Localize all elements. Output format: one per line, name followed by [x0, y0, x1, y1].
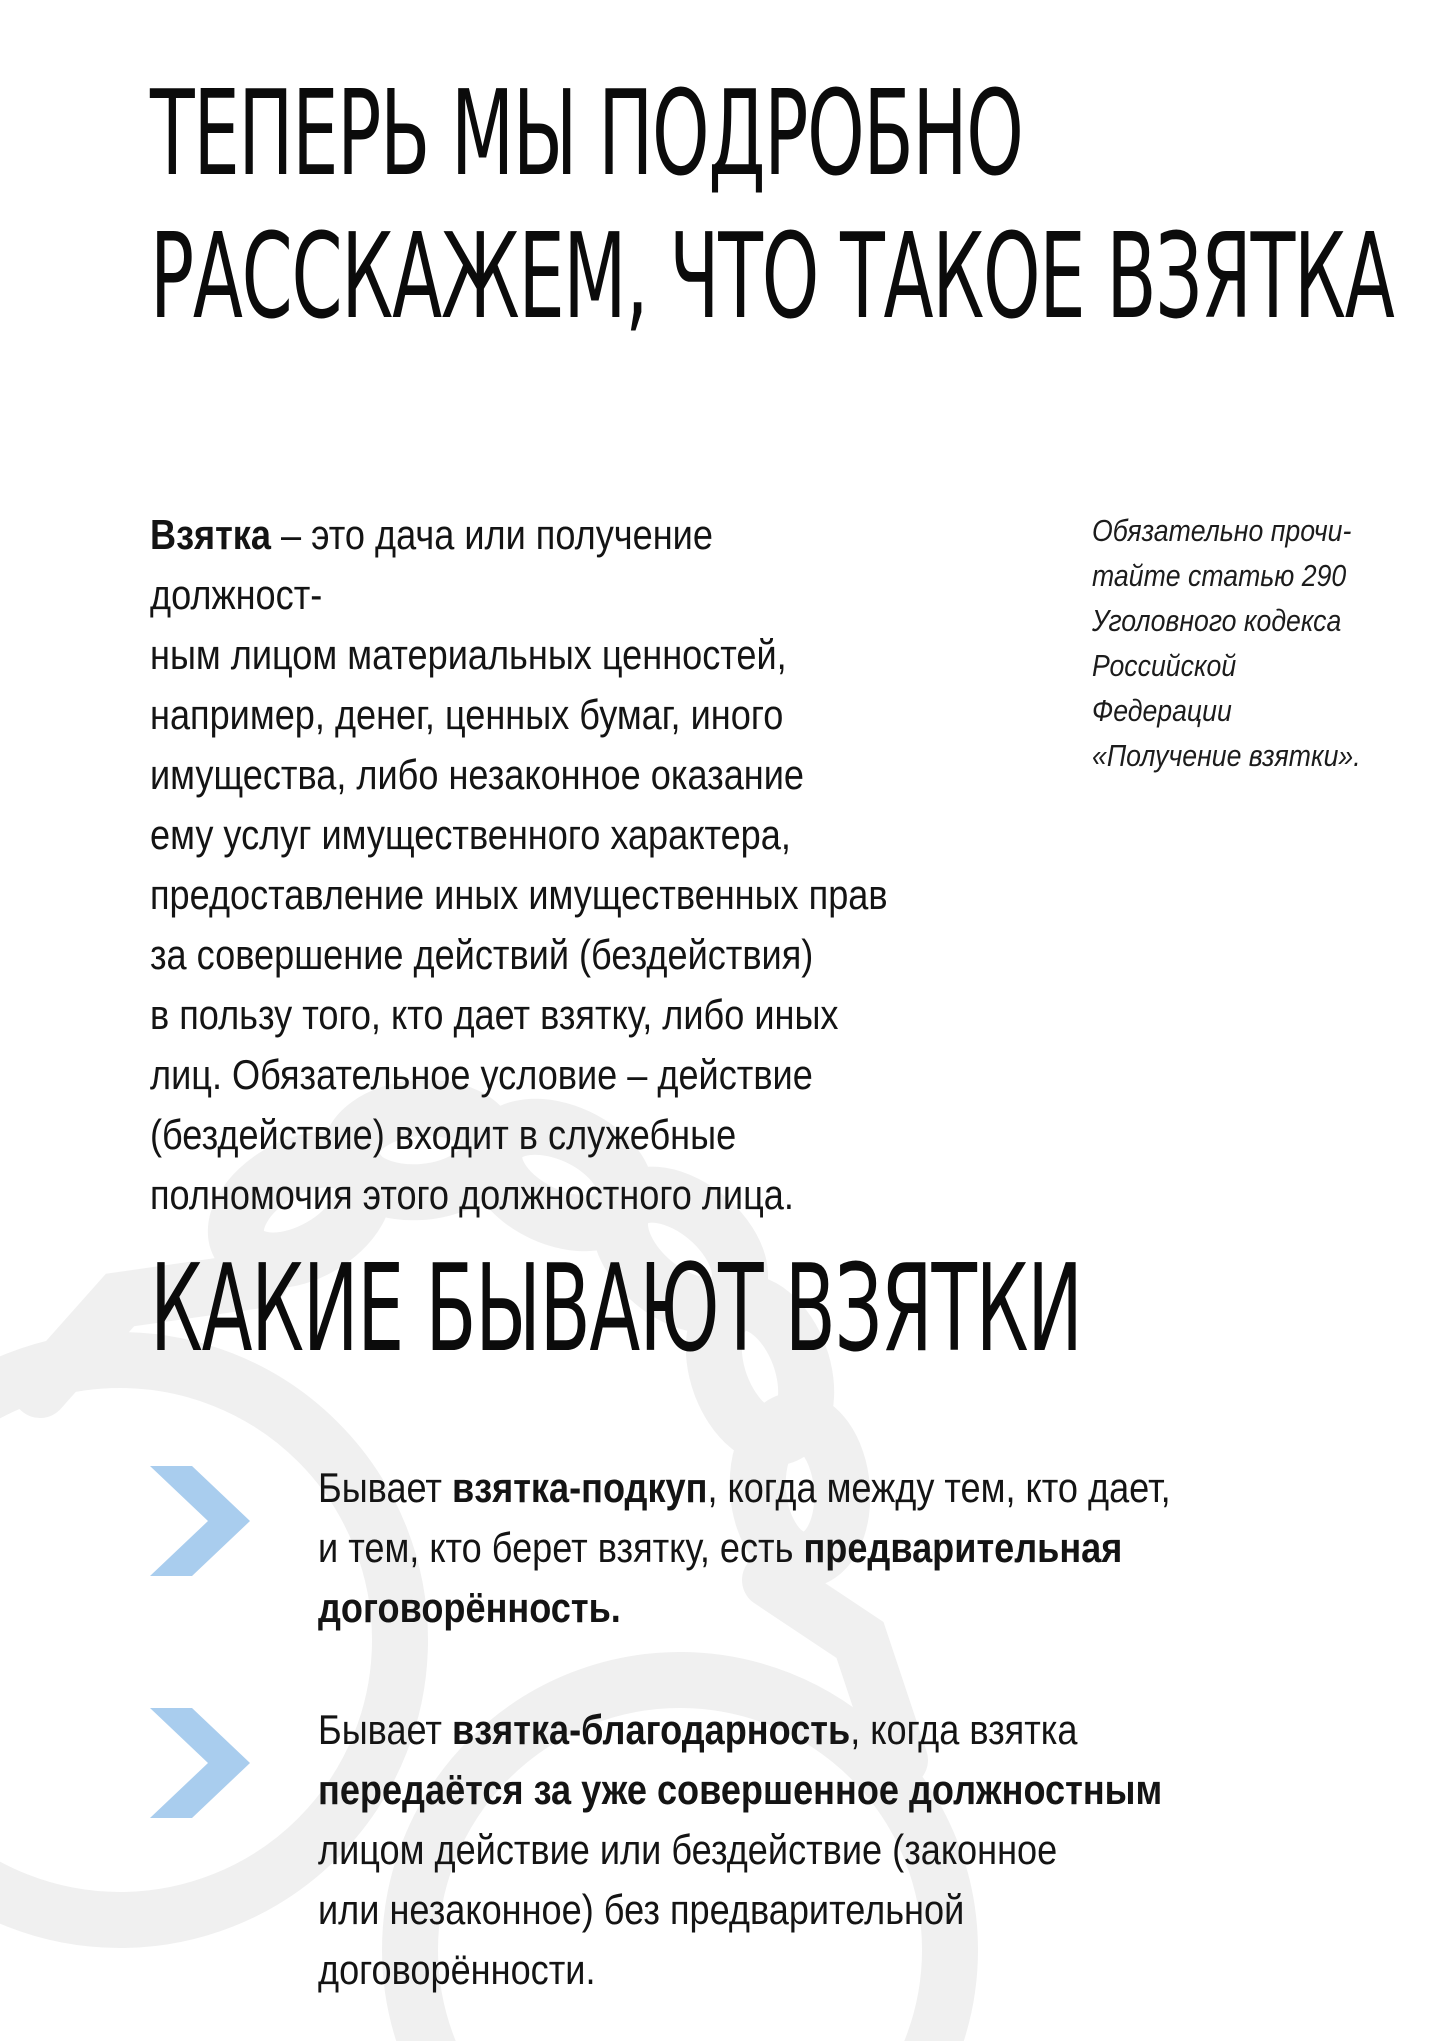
definition-line — [150, 505, 890, 625]
definition-line: имущества, либо незаконное оказание — [150, 751, 805, 798]
list-item-line — [318, 1458, 1212, 1518]
page-title-line-1: ТЕПЕРЬ МЫ ПОДРОБНО — [150, 64, 1023, 202]
text-run-bold: договорённость. — [318, 1584, 621, 1631]
definition-line: ным лицом материальных ценностей, — [150, 631, 787, 678]
definition-line: (бездействие) входит в служебные — [150, 1111, 737, 1158]
text-run: Бывает — [318, 1706, 453, 1753]
list-item-line — [318, 1518, 1212, 1578]
text-run-bold: взятка-подкуп — [452, 1464, 708, 1511]
list-item-line: или незаконное) без предварительной договорённости. — [318, 1886, 965, 1993]
definition-line: предоставление иных имущественных прав — [150, 871, 888, 918]
list-item-line — [318, 1700, 1212, 1760]
side-note-line: тайте статью 290 — [1092, 558, 1347, 593]
text-run: , когда взятка — [850, 1706, 1078, 1753]
definition-line: в пользу того, кто дает взятку, либо иных — [150, 991, 839, 1038]
list-item-line — [318, 1578, 1212, 1638]
definition-line: ему услуг имущественного характера, — [150, 811, 791, 858]
definition-text: – это дача или получение должност- — [150, 511, 713, 618]
text-run-bold: передаётся за уже совершенное должностным — [318, 1766, 1163, 1813]
definition-line: за совершение действий (бездействия) — [150, 931, 814, 978]
chevron-right-icon — [150, 1708, 250, 1818]
text-run: , когда между тем, кто дает, — [707, 1464, 1171, 1511]
definition-line: например, денег, ценных бумаг, иного — [150, 691, 784, 738]
side-note-line: «Получение взятки». — [1092, 738, 1361, 773]
list-item-text — [318, 1700, 1212, 2000]
side-note-line: Уголовного кодекса — [1092, 603, 1342, 638]
page-title-line-2: РАССКАЖЕМ, ЧТО ТАКОЕ ВЗЯТКА — [150, 207, 1394, 345]
list-item-line — [318, 1760, 1212, 1820]
text-run: и тем, кто берет взятку, есть — [318, 1524, 804, 1571]
text-run-bold: взятка-благодарность — [452, 1706, 851, 1753]
side-note-line: Российской Федерации — [1092, 648, 1237, 728]
definition-line: лиц. Обязательное условие – действие — [150, 1051, 813, 1098]
page-title — [150, 62, 1394, 348]
section-title: КАКИЕ БЫВАЮТ ВЗЯТКИ — [150, 1240, 1082, 1379]
definition-paragraph — [150, 505, 890, 1225]
definition-term: Взятка — [150, 511, 271, 558]
list-item-text — [318, 1458, 1212, 1638]
text-run-bold: предварительная — [803, 1524, 1123, 1571]
chevron-right-icon — [150, 1466, 250, 1576]
side-note-line: Обязательно прочи- — [1092, 513, 1352, 548]
list-item-line: лицом действие или бездействие (законное — [318, 1826, 1058, 1873]
text-run: Бывает — [318, 1464, 453, 1511]
definition-line: полномочия этого должностного лица. — [150, 1171, 794, 1218]
side-note — [1092, 508, 1367, 778]
